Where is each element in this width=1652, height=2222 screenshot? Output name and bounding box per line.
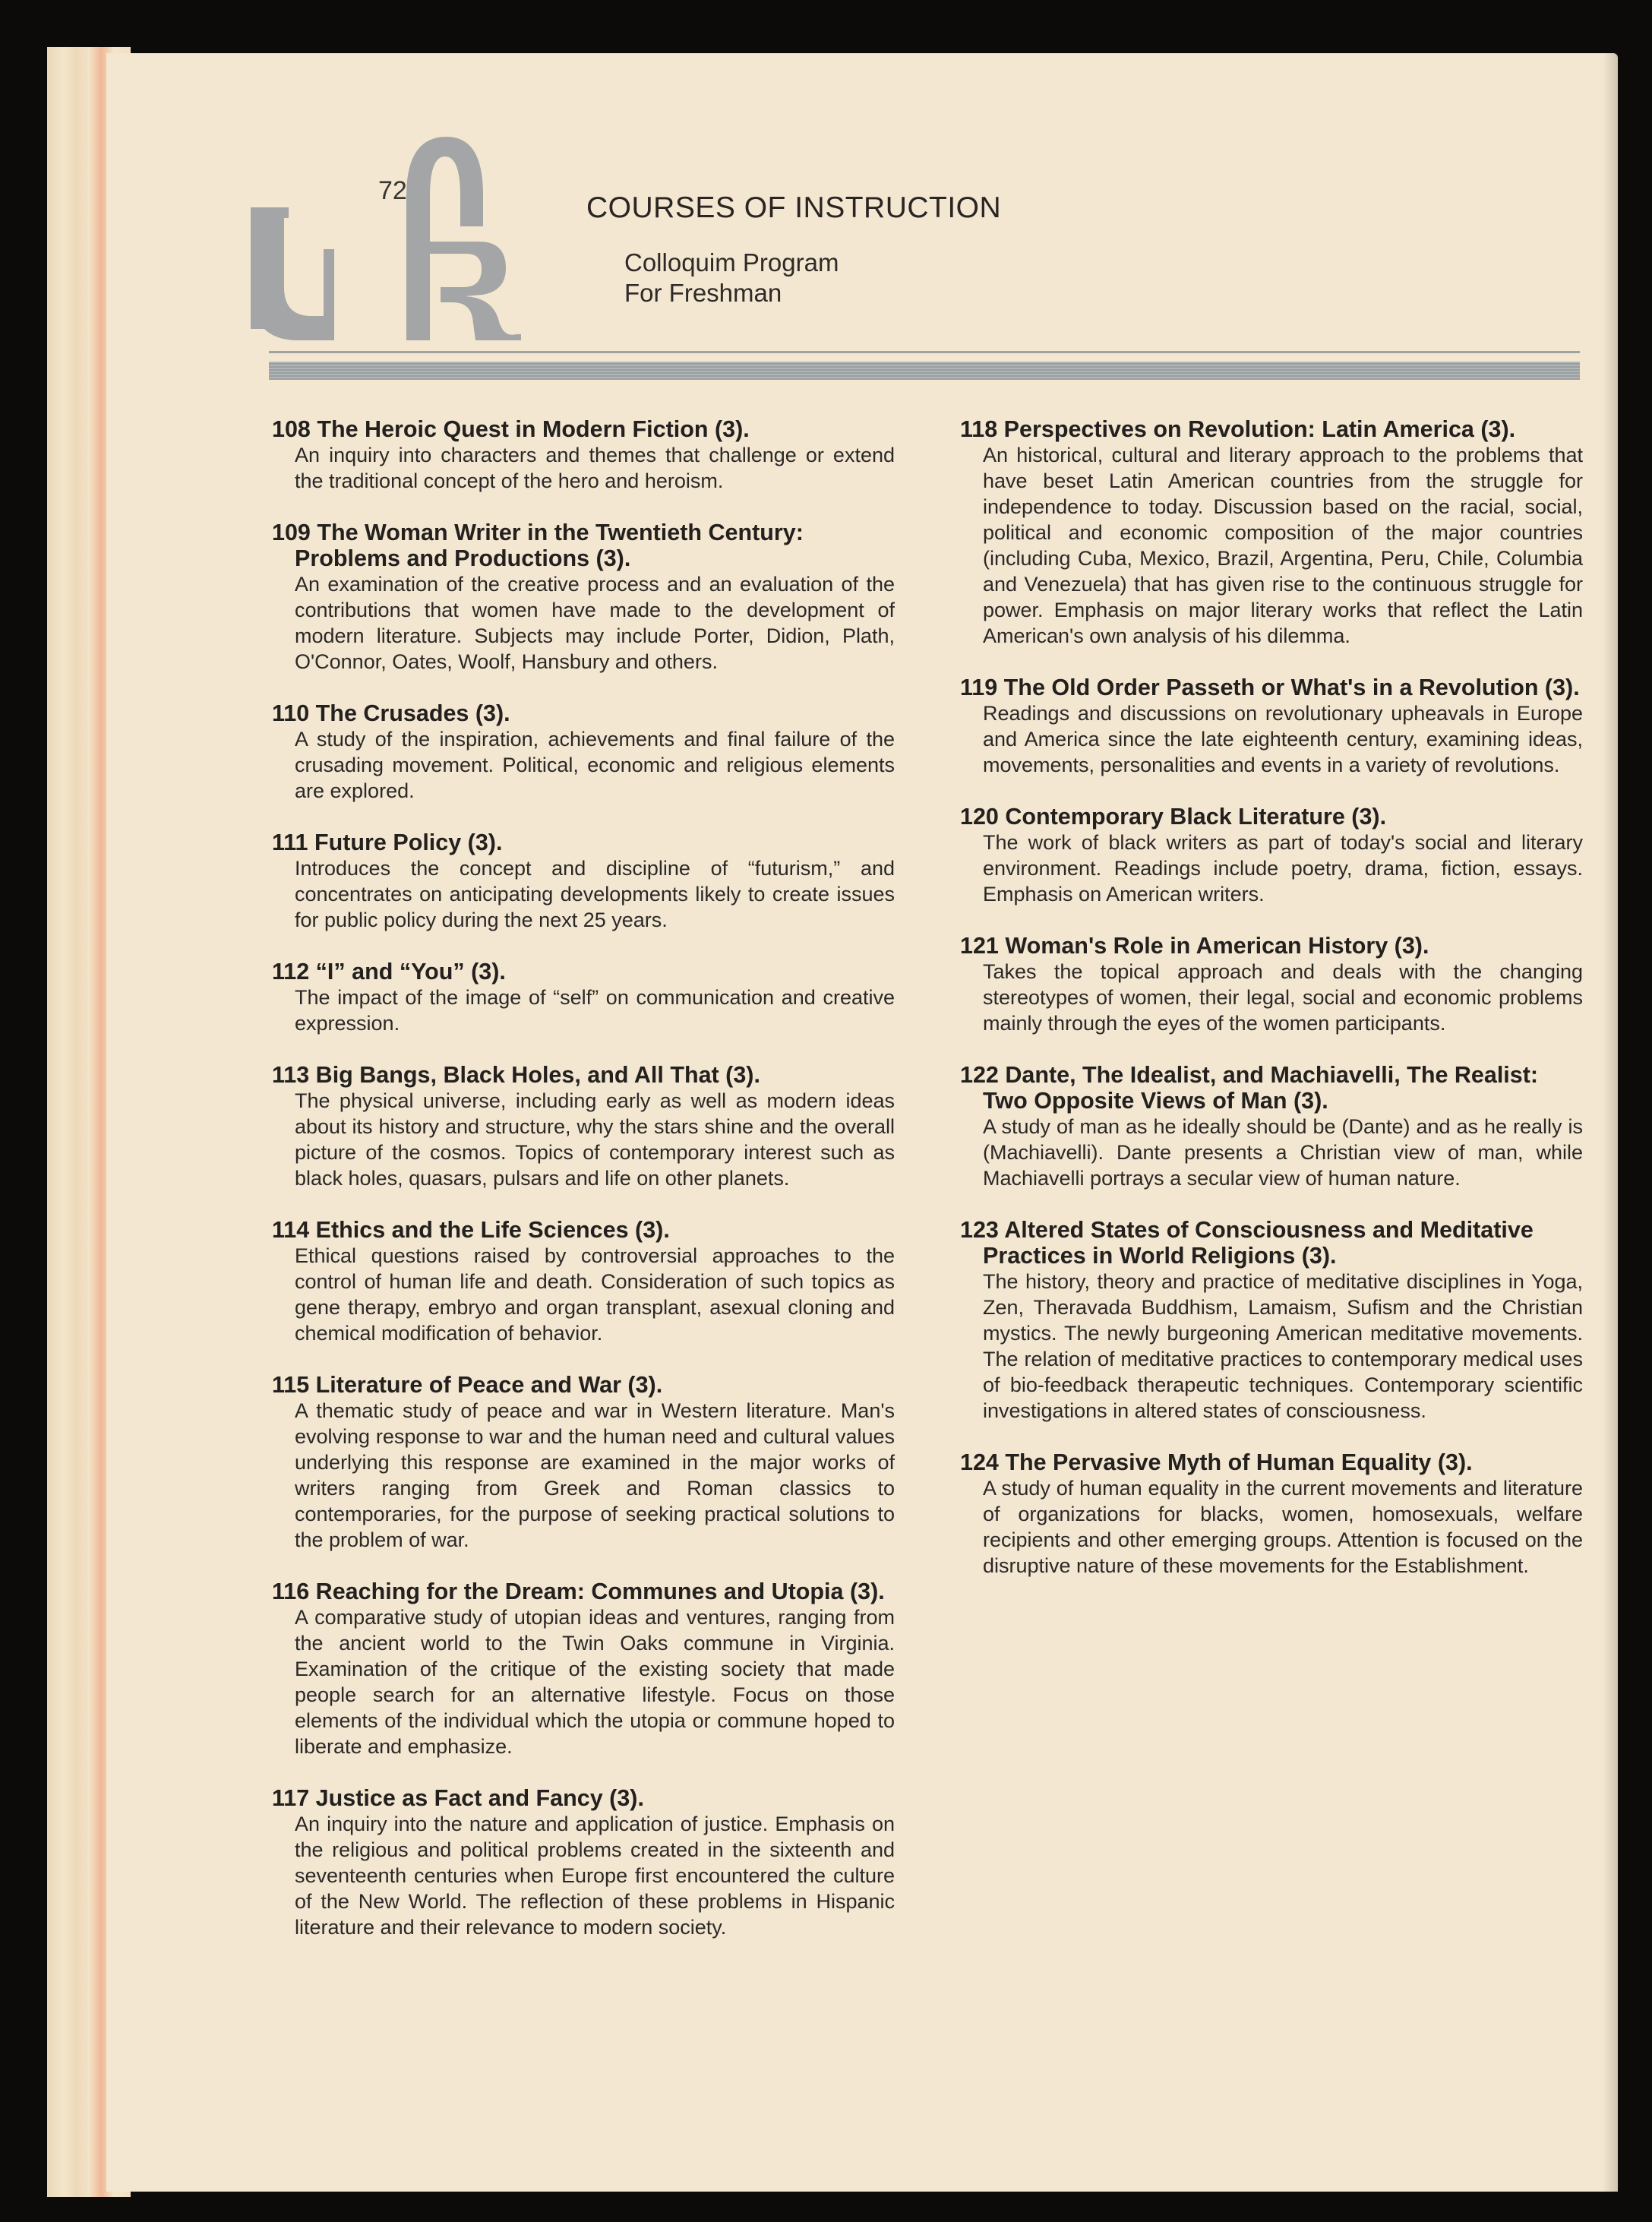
course-description: An inquiry into the nature and application of justice. Emphasis on the religious and political problems created in the sixteenth and seventeenth centuries when Europe first encountered the culture of the New World. The reflection of these problems in Hispanic literature and their relevance to modern society. [295, 1813, 895, 1939]
spine-shadow [1603, 53, 1618, 2192]
course-entry [272, 700, 895, 804]
course-entry [960, 933, 1583, 1036]
course-entry [272, 1217, 895, 1346]
course-entry [272, 520, 895, 675]
logo-r-bowl [430, 242, 506, 340]
course-description: An examination of the creative process and an evaluation of the contributions that women have made to the development of modern literature. Subjects may include Porter, Didion, Plath, O'Connor, Oates, Woolf, Hansbury and others. [295, 573, 895, 673]
left-column [272, 416, 895, 1966]
course-entry [960, 1449, 1583, 1579]
header-rule-thin [269, 351, 1580, 353]
course-title: 115 Literature of Peace and War (3). [272, 1372, 663, 1398]
course-entry [960, 675, 1583, 778]
course-description: Introduces the concept and discipline of “futurism,” and concentrates on anticipating developments likely to create issues for public policy during the next 25 years. [295, 857, 895, 931]
course-title: 116 Reaching for the Dream: Communes and Utopia (3). [272, 1579, 885, 1604]
course-entry [272, 959, 895, 1036]
course-title: 111 Future Policy (3). [272, 830, 503, 855]
course-entry [272, 1062, 895, 1191]
course-description: Takes the topical approach and deals with the changing stereotypes of women, their legal, social and economic problems mainly through the eyes of the women participants. [983, 960, 1583, 1035]
course-title: 121 Woman's Role in American History (3). [960, 933, 1429, 959]
course-description: The work of black writers as part of today's social and literary environment. Readings include poetry, drama, fiction, essays. Emphasis on American writers. [983, 831, 1583, 906]
header-rule-bar [269, 362, 1580, 380]
right-column [960, 416, 1583, 1604]
course-description: An historical, cultural and literary approach to the problems that have beset Latin American countries from the struggle for independence to today. Discussion based on the racial, social, political and economic composition of the major countries (including Cuba, Mexico, Brazil, Argentina, Peru, Chile, Columbia and Venezuela) that has given rise to the continuous struggle for power. Emphasis on major literary works that reflect the Latin American's own analysis of his dilemma. [983, 444, 1583, 647]
logo-u-serif [251, 207, 289, 218]
subtitle-line-1: Colloquim Program [624, 248, 839, 277]
course-entry [960, 804, 1583, 907]
logo-u-right-stem [324, 249, 334, 333]
course-description: A study of the inspiration, achievements and final failure of the crusading movement. Political, economic and religious elements are explored. [295, 728, 895, 802]
course-entry [272, 416, 895, 494]
course-description: The history, theory and practice of meditative disciplines in Yoga, Zen, Theravada Buddhism, Lamaism, Sufism and the Christian mystics. The newly burgeoning American meditative movements. The relation of meditative practices to contemporary medical uses of bio-feedback therapeutic techniques. Contemporary scientific investigations in altered states of consciousness. [983, 1270, 1583, 1422]
course-description: An inquiry into characters and themes that challenge or extend the traditional concept of the hero and heroism. [295, 444, 895, 492]
course-title: 118 Perspectives on Revolution: Latin America (3). [960, 416, 1516, 442]
course-entry [272, 1372, 895, 1553]
logo-u-bowl [251, 287, 334, 340]
course-title: 109 The Woman Writer in the Twentieth Century: Problems and Productions (3). [272, 520, 804, 571]
course-title: 119 The Old Order Passeth or What's in a Revolution (3). [960, 675, 1580, 700]
course-title: 108 The Heroic Quest in Modern Fiction (3). [272, 416, 750, 442]
course-entry [960, 1062, 1583, 1191]
section-title: COURSES OF INSTRUCTION [586, 191, 1002, 224]
course-description: The impact of the image of “self” on communication and creative expression. [295, 986, 895, 1035]
course-entry [272, 830, 895, 933]
course-title: 124 The Pervasive Myth of Human Equality (3). [960, 1449, 1473, 1475]
course-title: 110 The Crusades (3). [272, 700, 510, 726]
course-description: Readings and discussions on revolutionary upheavals in Europe and America since the late eighteenth century, examining ideas, movements, personalities and events in a variety of revolutions. [983, 702, 1583, 776]
course-description: A comparative study of utopian ideas and ventures, ranging from the ancient world to the Twin Oaks commune in Virginia. Examination of the critique of the existing society that made people search for an alternative lifestyle. Focus on those elements of the individual which the utopia or commune hoped to liberate and emphasize. [295, 1606, 895, 1758]
course-title: 120 Contemporary Black Literature (3). [960, 804, 1387, 830]
course-description: Ethical questions raised by controversial approaches to the control of human life and death. Consideration of such topics as gene therapy, embryo and organ transplant, asexual cloning and chemical modification of behavior. [295, 1244, 895, 1345]
course-title: 113 Big Bangs, Black Holes, and All That (3). [272, 1062, 760, 1088]
course-title: 123 Altered States of Consciousness and Meditative Practices in World Religions (3). [960, 1217, 1534, 1269]
course-description: A thematic study of peace and war in Western literature. Man's evolving response to war and the human need and cultural values underlying this response are examined in the major works of writers ranging from Greek and Roman classics to contemporaries, for the purpose of seeking practical solutions to the problem of war. [295, 1399, 895, 1551]
course-title: 117 Justice as Fact and Fancy (3). [272, 1785, 644, 1811]
course-description: A study of human equality in the current movements and literature of organizations for blacks, women, homosexuals, welfare recipients and other emerging groups. Attention is focused on the disruptive nature of these movements for the Establishment. [983, 1477, 1583, 1577]
section-subtitle [624, 248, 839, 308]
course-description: The physical universe, including early as well as modern ideas about its history and structure, why the stars shine and the overall picture of the cosmos. Topics of contemporary interest such as black holes, quasars, pulsars and life on other planets. [295, 1089, 895, 1190]
course-description: A study of man as he ideally should be (Dante) and as he really is (Machiavelli). Dante presents a Christian view of man, while Machiavelli portrays a secular view of human nature. [983, 1115, 1583, 1190]
course-title: 114 Ethics and the Life Sciences (3). [272, 1217, 670, 1243]
page-number: 72 [378, 176, 407, 205]
course-entry [960, 416, 1583, 649]
course-title: 112 “I” and “You” (3). [272, 959, 506, 985]
course-entry [272, 1785, 895, 1940]
course-entry [960, 1217, 1583, 1424]
subtitle-line-2: For Freshman [624, 279, 782, 307]
course-entry [272, 1579, 895, 1759]
ur-logo [251, 135, 547, 340]
course-title: 122 Dante, The Idealist, and Machiavelli, The Realist: Two Opposite Views of Man (3). [960, 1062, 1539, 1114]
